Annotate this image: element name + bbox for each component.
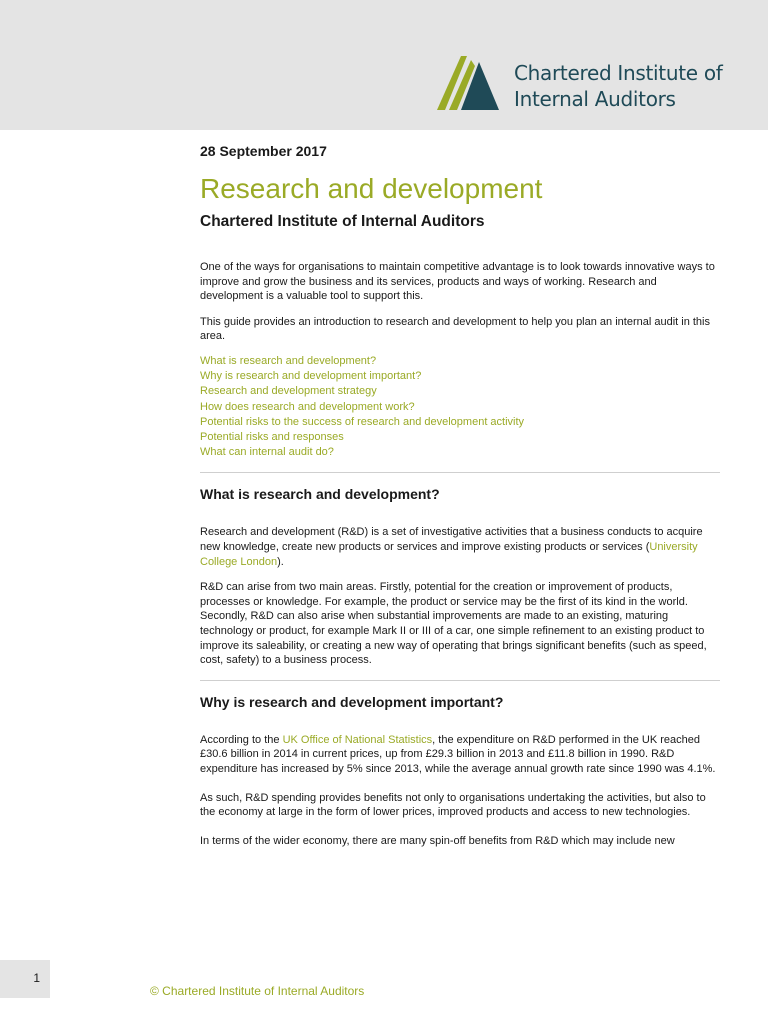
section2-paragraph-1 xyxy=(200,733,720,777)
section-divider xyxy=(200,472,720,473)
footer-copyright: © Chartered Institute of Internal Auditors xyxy=(150,984,365,998)
toc-link-how-work[interactable]: How does research and development work? xyxy=(200,400,415,413)
page-number: 1 xyxy=(33,971,40,985)
text-span: ). xyxy=(277,555,284,568)
toc-item xyxy=(200,445,720,460)
page-header xyxy=(0,0,768,130)
logo-line-1: Chartered Institute of xyxy=(514,61,723,85)
toc-link-why-important[interactable]: Why is research and development important? xyxy=(200,370,422,383)
toc-link-risks-responses[interactable]: Potential risks and responses xyxy=(200,430,344,443)
text-span: , the expenditure on R&D performed in the UK reached £30.6 billion in 2014 in current prices, up from £29.3 billion in 2013 and £11.8 billion in 1990. R&D expenditure has increased by 5% since 2013, while the average annual growth rate since 1990 was 4.1%. xyxy=(200,733,716,775)
intro-paragraph-1: One of the ways for organisations to maintain competitive advantage is to look towards innovative ways to improve and grow the business and its services, products and ways of working. Research and development is a valuable tool to support this. xyxy=(200,261,715,303)
table-of-contents xyxy=(200,354,720,460)
ucl-link[interactable]: University College London xyxy=(200,540,698,568)
section1-paragraph-1 xyxy=(200,525,720,569)
section-heading-what-is: What is research and development? xyxy=(200,486,440,503)
toc-item xyxy=(200,384,720,399)
section-divider xyxy=(200,680,720,681)
text-span: According to the xyxy=(200,733,283,746)
section2-paragraph-2: As such, R&D spending provides benefits not only to organisations undertaking the activities, but also to the economy at large in the form of lower prices, improved products and access to new technologies. xyxy=(200,791,706,819)
triangle-mark-icon xyxy=(437,52,499,110)
text-span: Research and development (R&D) is a set of investigative activities that a business conducts to acquire new knowledge, create new products or services and improve existing products or services ( xyxy=(200,526,703,553)
toc-link-risks-success[interactable]: Potential risks to the success of research and development activity xyxy=(200,415,525,428)
intro-paragraph-2: This guide provides an introduction to research and development to help you plan an internal audit in this area. xyxy=(200,315,710,343)
document-date: 28 September 2017 xyxy=(200,143,327,159)
section2-paragraph-3: In terms of the wider economy, there are many spin-off benefits from R&D which may include new xyxy=(200,834,675,847)
toc-item xyxy=(200,430,720,445)
toc-item xyxy=(200,354,720,369)
toc-link-what-is[interactable]: What is research and development? xyxy=(200,354,377,367)
toc-item xyxy=(200,400,720,415)
toc-item xyxy=(200,415,720,430)
organization-logo-text xyxy=(514,60,723,112)
document-body xyxy=(200,142,720,848)
section-heading-why-important: Why is research and development important? xyxy=(200,693,504,710)
page-number-box xyxy=(0,960,50,998)
toc-item xyxy=(200,369,720,384)
toc-link-strategy[interactable]: Research and development strategy xyxy=(200,385,377,398)
section1-paragraph-2: R&D can arise from two main areas. Firstly, potential for the creation or improvement of products, processes or knowledge. For example, the product or service may be the first of its kind in the world. Secondly, R&D can also arise when substantial improvements are made to an existing, maturing technology or product, for example Mark II or III of a car, one simple refinement to an existing product to improve its saleability, or creating a new way of operating that brings significant benefits (such as speed, cost, safety) to a business process. xyxy=(200,581,707,667)
logo-line-2: Internal Auditors xyxy=(514,87,676,111)
document-subtitle: Chartered Institute of Internal Auditors xyxy=(200,213,485,230)
ons-link[interactable]: UK Office of National Statistics xyxy=(282,733,433,746)
toc-link-internal-audit[interactable]: What can internal audit do? xyxy=(200,446,334,459)
document-title: Research and development xyxy=(200,173,543,204)
